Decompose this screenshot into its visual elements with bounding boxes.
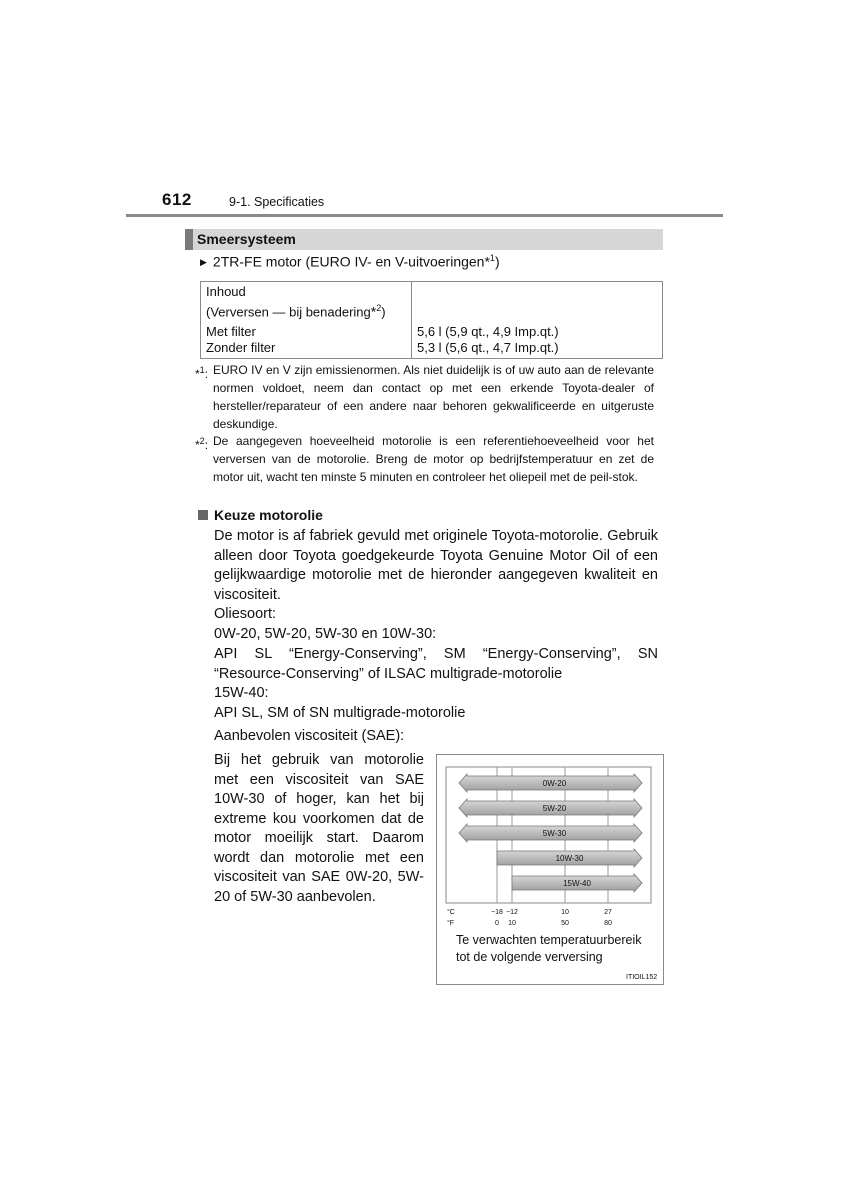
row-label-met-filter: Met filter (206, 324, 256, 340)
header-rule (126, 214, 723, 217)
figure-caption-line-2: tot de volgende verversing (456, 950, 603, 964)
grade-label: 10W-30 (555, 854, 584, 863)
api-line-1: API SL “Energy-Conserving”, SM “Energy-Conserving”, SN “Resource-Conserving” of ILSAC multigrade-motorolie (214, 646, 658, 682)
subheading-keuze: Keuze motorolie (198, 507, 323, 523)
tick-celsius: 10 (561, 909, 569, 916)
label-verversen: (Verversen — bij benadering*$^2$) (206, 303, 386, 320)
square-bullet-icon (198, 510, 208, 520)
footnote-star: * (484, 253, 490, 270)
engine-text-close: ) (494, 253, 500, 270)
footnote-text: EURO IV en V zijn emissienormen. Als niet duidelijk is of uw auto aan de relevante normen voldoet, neem dan contact op met een erkende Toyota-dealer of hersteller/reparateur of een andere naar behoren gekwalificeerde en uitgeruste deskundige. (213, 363, 654, 431)
engine-line (200, 253, 500, 270)
figure-caption-line-1: Te verwachten temperatuurbereik (456, 933, 642, 947)
footnote-ref: 1 (489, 253, 495, 263)
row-value-zonder-filter: 5,3 l (5,6 qt., 4,7 Imp.qt.) (417, 340, 559, 356)
table-label-cell (201, 282, 412, 359)
grade-label: 0W-20 (542, 779, 567, 788)
api-line-2: API SL, SM of SN multigrade-motorolie (214, 705, 466, 721)
grade-label: 5W-30 (542, 829, 567, 838)
grade-label: 5W-20 (542, 804, 567, 813)
tick-celsius: −12 (506, 909, 518, 916)
viscosity-label: Aanbevolen viscositeit (SAE): (214, 728, 405, 744)
triangle-bullet-icon: ▶ (200, 256, 207, 267)
unit-fahrenheit: °F (447, 920, 455, 927)
grades-line-2: 15W-40: (214, 685, 269, 701)
section-heading-accent (185, 229, 193, 250)
engine-text: 2TR-FE motor (EURO IV- en V-uitvoeringen (212, 253, 485, 270)
tick-celsius: −18 (491, 909, 503, 916)
table-value-cell (412, 282, 663, 359)
figure-caption (456, 932, 642, 966)
oil-type-label: Oliesoort: (214, 606, 277, 622)
tick-fahrenheit: 80 (604, 920, 612, 927)
viscosity-paragraph: Bij het gebruik van motorolie met een viscositeit van SAE 10W-30 of hoger, kan het bij extreme kou voorkomen dat de motor moeilijk start. Daarom wordt dan motorolie met een viscositeit van SAE 0W-20, 5W-20 of 5W-30 aanbevolen. (214, 752, 424, 905)
chart-ticks (447, 908, 612, 927)
capacity-table (200, 281, 663, 359)
viscosity-chart (437, 755, 661, 931)
tick-fahrenheit: 50 (561, 920, 569, 927)
unit-celsius: °C (447, 909, 455, 916)
footnote-marker: *$^1$: (195, 365, 209, 381)
tick-fahrenheit: 0 (495, 920, 499, 927)
label-inhoud: Inhoud (206, 284, 246, 299)
section-title: 9-1. Specificaties (229, 195, 325, 209)
intro-paragraph: De motor is af fabriek gevuld met originele Toyota-motorolie. Gebruik alleen door Toyota goedgekeurde Toyota Genuine Motor Oil of een gelijkwaardige motorolie met de hieronder aangegeven kwaliteit en viscositeit. (214, 528, 658, 603)
tick-fahrenheit: 10 (508, 920, 516, 927)
figure-code: ITIOIL152 (626, 974, 658, 981)
footnote-2 (195, 432, 659, 504)
grades-line-1: 0W-20, 5W-20, 5W-30 en 10W-30: (214, 626, 437, 642)
section-heading: Smeersysteem (197, 231, 296, 247)
grade-label: 15W-40 (563, 879, 591, 888)
footnote-1 (195, 361, 659, 433)
row-label-zonder-filter: Zonder filter (206, 340, 276, 356)
row-value-met-filter: 5,6 l (5,9 qt., 4,9 Imp.qt.) (417, 324, 559, 340)
tick-celsius: 27 (604, 909, 612, 916)
footnote-text: De aangegeven hoeveelheid motorolie is een referentiehoeveelheid voor het verversen van de motorolie. Breng de motor op bedrijfstemperatuur en zet de motor uit, wacht ten minste 5 minuten en controleer het oliepeil met de peil-stok. (213, 434, 654, 484)
page-number: 612 (162, 190, 192, 209)
footnote-marker: *$^2$: (195, 436, 209, 452)
